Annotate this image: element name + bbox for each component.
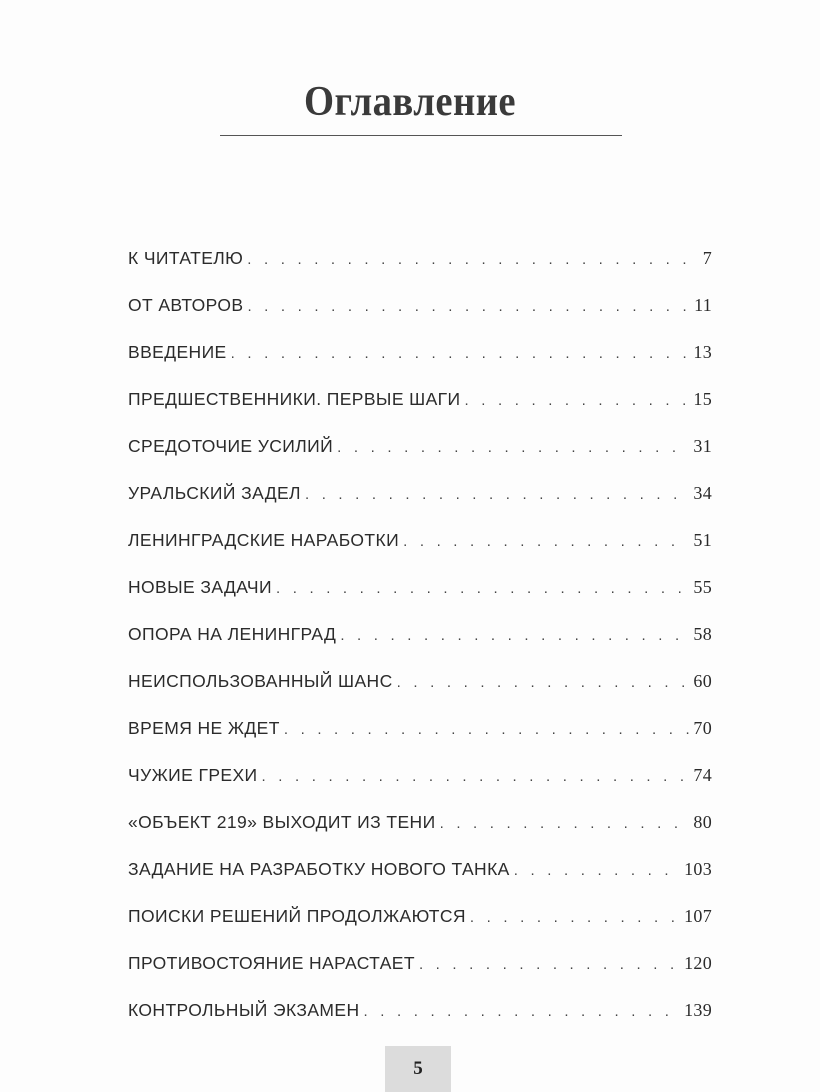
toc-entry-title: НЕИСПОЛЬЗОВАННЫЙ ШАНС — [128, 671, 393, 691]
toc-entry-page: 34 — [693, 483, 712, 503]
toc-entry[interactable] — [128, 577, 712, 624]
toc-dot-leader — [465, 392, 690, 409]
toc-entry[interactable] — [128, 248, 712, 295]
toc-entry-page: 58 — [693, 624, 712, 644]
toc-entry[interactable] — [128, 483, 712, 530]
toc-entry-title: ВРЕМЯ НЕ ЖДЕТ — [128, 718, 280, 738]
toc-entry-page: 31 — [693, 436, 712, 456]
table-of-contents — [128, 248, 712, 1047]
toc-entry-title: ЛЕНИНГРАДСКИЕ НАРАБОТКИ — [128, 530, 400, 550]
toc-entry-title: КОНТРОЛЬНЫЙ ЭКЗАМЕН — [128, 1000, 360, 1020]
toc-entry-title: ПРЕДШЕСТВЕННИКИ. ПЕРВЫЕ ШАГИ — [128, 389, 461, 409]
toc-entry-title: ОТ АВТОРОВ — [128, 295, 244, 315]
toc-entry-title: ОПОРА НА ЛЕНИНГРАД — [128, 624, 337, 644]
toc-entry[interactable] — [128, 295, 712, 342]
toc-dot-leader — [337, 439, 689, 456]
toc-entry-page: 51 — [693, 530, 712, 550]
toc-entry-title: УРАЛЬСКИЙ ЗАДЕЛ — [128, 483, 301, 503]
toc-entry-title: К ЧИТАТЕЛЮ — [128, 248, 244, 268]
toc-entry[interactable] — [128, 342, 712, 389]
toc-entry[interactable] — [128, 718, 712, 765]
toc-entry-page: 11 — [694, 295, 712, 315]
toc-dot-leader — [247, 298, 690, 315]
toc-entry[interactable] — [128, 671, 712, 718]
toc-entry-title: НОВЫЕ ЗАДАЧИ — [128, 577, 272, 597]
toc-entry-page: 120 — [684, 953, 712, 973]
toc-entry-page: 55 — [693, 577, 712, 597]
toc-entry-page: 13 — [693, 342, 712, 362]
toc-entry[interactable] — [128, 436, 712, 483]
toc-entry-title: ВВЕДЕНИЕ — [128, 342, 227, 362]
toc-entry[interactable] — [128, 624, 712, 671]
toc-dot-leader — [340, 627, 689, 644]
toc-entry-title: «ОБЪЕКТ 219» ВЫХОДИТ ИЗ ТЕНИ — [128, 812, 436, 832]
toc-entry[interactable] — [128, 859, 712, 906]
toc-dot-leader — [470, 909, 680, 926]
toc-entry[interactable] — [128, 530, 712, 577]
toc-dot-leader — [440, 815, 690, 832]
page-number-tab — [385, 1046, 451, 1092]
page-title: Оглавление — [303, 79, 517, 125]
toc-entry-title: ПРОТИВОСТОЯНИЕ НАРАСТАЕТ — [128, 953, 415, 973]
toc-dot-leader — [514, 862, 680, 879]
toc-entry[interactable] — [128, 953, 712, 1000]
toc-dot-leader — [284, 721, 690, 738]
toc-entry-title: ЧУЖИЕ ГРЕХИ — [128, 765, 258, 785]
toc-entry-page: 103 — [684, 859, 712, 879]
toc-dot-leader — [231, 345, 690, 362]
toc-entry[interactable] — [128, 812, 712, 859]
toc-entry[interactable] — [128, 389, 712, 436]
toc-entry[interactable] — [128, 765, 712, 812]
toc-dot-leader — [419, 956, 680, 973]
page-number: 5 — [413, 1058, 423, 1079]
toc-entry-title: ПОИСКИ РЕШЕНИЙ ПРОДОЛЖАЮТСЯ — [128, 906, 466, 926]
toc-dot-leader — [397, 674, 690, 691]
toc-entry-title: СРЕДОТОЧИЕ УСИЛИЙ — [128, 436, 334, 456]
toc-dot-leader — [403, 533, 689, 550]
toc-entry[interactable] — [128, 906, 712, 953]
toc-entry-page: 80 — [693, 812, 712, 832]
toc-dot-leader — [262, 768, 690, 785]
title-underline — [220, 135, 622, 136]
toc-entry[interactable] — [128, 1000, 712, 1047]
toc-dot-leader — [305, 486, 689, 503]
toc-entry-title: ЗАДАНИЕ НА РАЗРАБОТКУ НОВОГО ТАНКА — [128, 859, 510, 879]
toc-dot-leader — [364, 1003, 681, 1020]
toc-dot-leader — [247, 251, 698, 268]
toc-entry-page: 74 — [693, 765, 712, 785]
toc-entry-page: 139 — [684, 1000, 712, 1020]
toc-entry-page: 107 — [684, 906, 712, 926]
toc-entry-page: 7 — [702, 248, 712, 268]
toc-entry-page: 60 — [693, 671, 712, 691]
toc-entry-page: 70 — [693, 718, 712, 738]
toc-entry-page: 15 — [693, 389, 712, 409]
toc-dot-leader — [276, 580, 689, 597]
